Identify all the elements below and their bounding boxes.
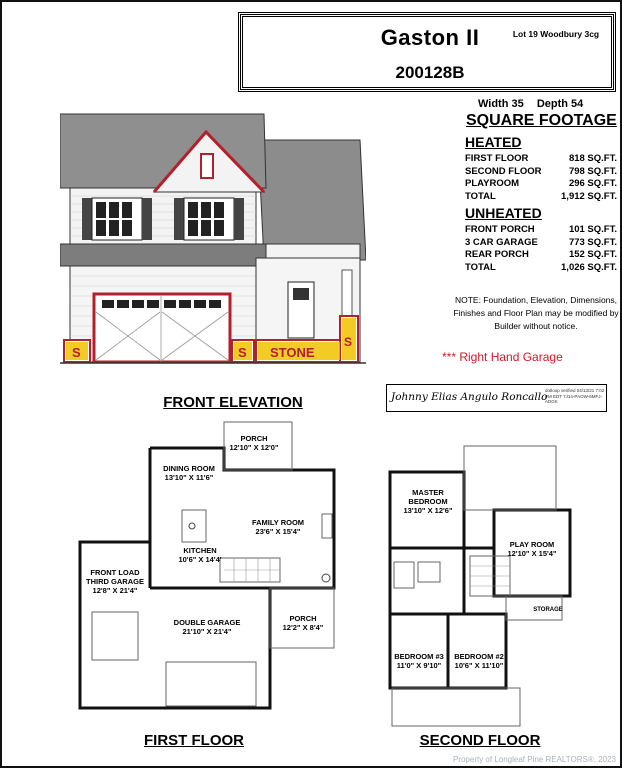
front-elevation-heading: FRONT ELEVATION	[163, 394, 303, 411]
second-floor-heading: SECOND FLOOR	[419, 732, 541, 749]
spec-label: TOTAL	[465, 191, 496, 202]
spec-value: 1,026 SQ.FT.	[561, 262, 617, 273]
room-label	[170, 546, 230, 564]
signature-block	[386, 384, 607, 412]
room-dims: 23'6" X 15'4"	[255, 527, 301, 536]
room-label	[388, 652, 450, 670]
room-name: PLAY ROOM	[509, 540, 555, 549]
room-name: MASTER BEDROOM	[408, 488, 448, 506]
room-dims: 10'6" X 11'10"	[454, 661, 504, 670]
room-name: DOUBLE GARAGE	[173, 618, 241, 627]
room-dims: 11'0" X 9'10"	[396, 661, 442, 670]
room-dims: 21'10" X 21'4"	[182, 627, 232, 636]
stone-marker: S	[344, 335, 353, 349]
plan-number: 200128B	[395, 63, 465, 82]
spec-row	[465, 178, 617, 190]
spec-value: 296 SQ.FT.	[568, 178, 617, 189]
spec-value: 101 SQ.FT.	[568, 224, 617, 235]
room-name: KITCHEN	[183, 546, 217, 555]
room-label	[246, 518, 310, 536]
room-dims: 12'10" X 12'0"	[229, 443, 279, 452]
spec-row	[465, 153, 617, 165]
room-label	[398, 488, 458, 515]
unheated-title: UNHEATED	[465, 205, 542, 221]
room-name: PORCH	[240, 434, 268, 443]
spec-label: 3 CAR GARAGE	[465, 237, 538, 248]
room-name: FRONT LOAD THIRD GARAGE	[86, 568, 144, 586]
spec-value: 818 SQ.FT.	[568, 153, 617, 164]
spec-value: 1,912 SQ.FT.	[561, 191, 617, 202]
front-elevation-drawing	[60, 110, 366, 368]
right-hand-garage-note: *** Right Hand Garage	[442, 350, 563, 364]
room-dims: 12'2" X 8'4"	[282, 623, 324, 632]
room-name: STORAGE	[533, 607, 563, 613]
stone-label: STONE	[270, 345, 315, 360]
spec-label: REAR PORCH	[465, 249, 529, 260]
plan-name: Gaston II	[380, 25, 480, 50]
spec-row	[465, 224, 617, 236]
house-dimensions	[478, 98, 593, 110]
width-label: Width 35	[478, 98, 524, 110]
room-dims: 10'6" X 14'4'	[178, 555, 222, 564]
stone-marker: S	[238, 345, 247, 360]
room-label	[528, 606, 568, 615]
stone-marker: S	[72, 345, 81, 360]
heated-title: HEATED	[465, 134, 522, 150]
room-label	[172, 618, 242, 636]
first-floor-heading: FIRST FLOOR	[144, 732, 244, 749]
spec-row	[465, 237, 617, 249]
room-label	[154, 464, 224, 482]
spec-value: 773 SQ.FT.	[568, 237, 617, 248]
room-dims: 12'10" X 15'4"	[507, 549, 557, 558]
spec-label: SECOND FLOOR	[465, 166, 542, 177]
room-label	[448, 652, 510, 670]
spec-row	[465, 249, 617, 261]
room-dims: 13'10" X 11'6"	[164, 473, 214, 482]
spec-row	[465, 166, 617, 178]
room-name: DINING ROOM	[163, 464, 215, 473]
second-floor-plan	[384, 442, 576, 732]
depth-label: Depth 54	[536, 98, 584, 110]
room-label	[502, 540, 562, 558]
watermark: Property of Longleaf Pine REALTORS®, 2023	[452, 755, 616, 764]
spec-label: PLAYROOM	[465, 178, 520, 189]
room-dims: 13'10" X 12'6"	[403, 506, 453, 515]
plan-title-box	[238, 12, 616, 92]
square-footage-title: SQUARE FOOTAGE	[466, 112, 617, 129]
lot-label: Lot 19 Woodbury 3cg	[512, 29, 600, 39]
signature-name: Johnny Elias Angulo Roncallo	[391, 391, 548, 403]
room-label	[84, 568, 146, 595]
spec-row	[465, 191, 617, 203]
room-name: PORCH	[289, 614, 317, 623]
spec-row	[465, 262, 617, 274]
room-label	[224, 434, 284, 452]
spec-value: 798 SQ.FT.	[568, 166, 617, 177]
spec-value: 152 SQ.FT.	[568, 249, 617, 260]
dotloop-stamp: dotloop verified 04/13/21 7:02 PM EDT 7J14-PAOW-6MFJ-ADGK	[545, 388, 605, 404]
spec-label: FIRST FLOOR	[465, 153, 529, 164]
room-label	[276, 614, 330, 632]
room-name: BEDROOM #3	[394, 652, 444, 661]
room-name: FAMILY ROOM	[251, 518, 305, 527]
builder-note: NOTE: Foundation, Elevation, Dimensions, Finishes and Floor Plan may be modified by Builder without notice.	[453, 295, 619, 331]
room-dims: 12'8" X 21'4"	[92, 586, 138, 595]
room-name: BEDROOM #2	[454, 652, 504, 661]
spec-label: TOTAL	[465, 262, 496, 273]
spec-label: FRONT PORCH	[465, 224, 535, 235]
